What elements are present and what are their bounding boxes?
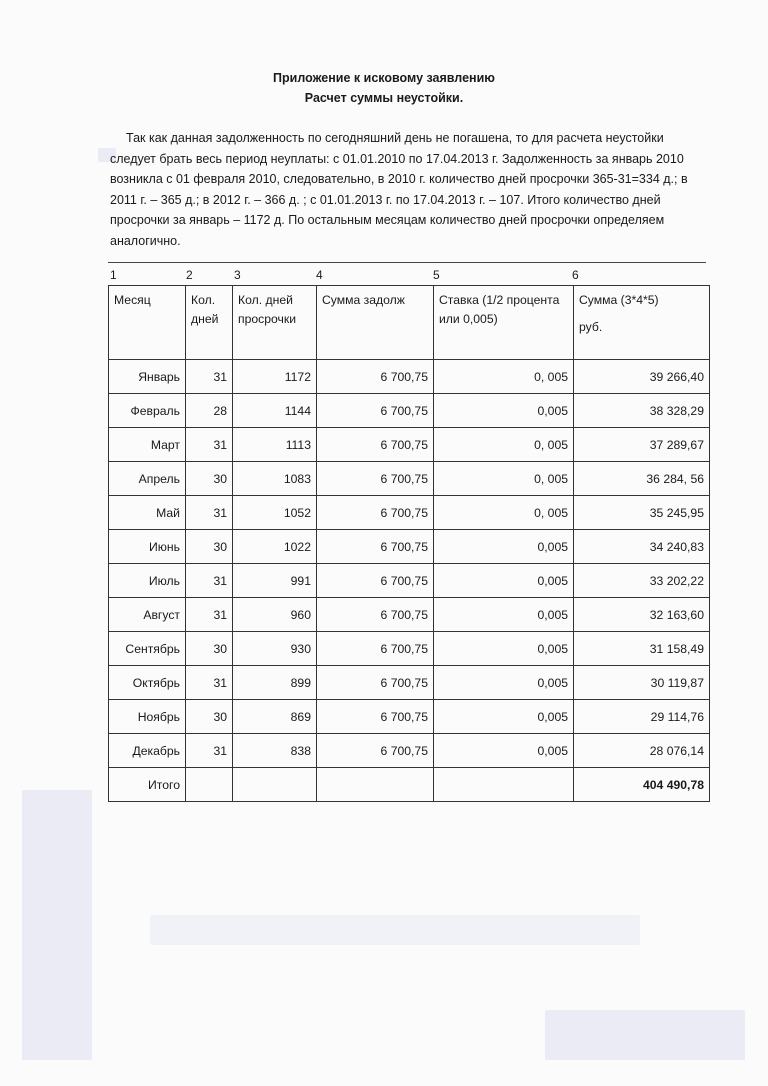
days-cell: 31 bbox=[186, 666, 233, 700]
table-row bbox=[109, 564, 710, 598]
header-sum-formula: Сумма (3*4*5) bbox=[579, 293, 659, 307]
sum-cell: 31 158,49 bbox=[574, 632, 710, 666]
total-label: Итого bbox=[109, 768, 186, 802]
table-row bbox=[109, 598, 710, 632]
sum-cell: 28 076,14 bbox=[574, 734, 710, 768]
rate-cell: 0,005 bbox=[434, 394, 574, 428]
debt-cell: 6 700,75 bbox=[317, 632, 434, 666]
month-cell: Август bbox=[109, 598, 186, 632]
rate-cell: 0,005 bbox=[434, 700, 574, 734]
table-row bbox=[109, 530, 710, 564]
table-row bbox=[109, 734, 710, 768]
total-sum: 404 490,78 bbox=[574, 768, 710, 802]
month-cell: Апрель bbox=[109, 462, 186, 496]
overdue-days-cell: 1022 bbox=[233, 530, 317, 564]
sum-cell: 35 245,95 bbox=[574, 496, 710, 530]
table-row bbox=[109, 632, 710, 666]
table-cell bbox=[233, 768, 317, 802]
explanation-text: Так как данная задолженность по сегодняшний день не погашена, то для расчета неустойки следует брать весь период неуплаты: с 01.01.2010 по 17.04.2013 г. Задолженность за январь 2010 возникла с 01 февраля 2010, следовательно, в 2010 г. количество дней просрочки 365-31=334 д.; в 2011 г. – 365 д.; в 2012 г. – 366 д. ; с 01.01.2013 г. по 17.04.2013 г. – 107. Итого количество дней просрочки за январь – 1172 д. По остальным месяцам количество дней просрочки определяем аналогично. bbox=[110, 131, 688, 248]
sum-cell: 37 289,67 bbox=[574, 428, 710, 462]
rate-cell: 0,005 bbox=[434, 666, 574, 700]
days-cell: 31 bbox=[186, 428, 233, 462]
column-number: 2 bbox=[186, 268, 193, 282]
table-header-row bbox=[109, 286, 710, 360]
days-cell: 31 bbox=[186, 598, 233, 632]
month-cell: Декабрь bbox=[109, 734, 186, 768]
rate-cell: 0,005 bbox=[434, 564, 574, 598]
table-row bbox=[109, 394, 710, 428]
header-days: Кол. дней bbox=[186, 286, 233, 360]
overdue-days-cell: 960 bbox=[233, 598, 317, 632]
table-row bbox=[109, 496, 710, 530]
month-cell: Февраль bbox=[109, 394, 186, 428]
column-number: 1 bbox=[110, 268, 117, 282]
sum-cell: 39 266,40 bbox=[574, 360, 710, 394]
overdue-days-cell: 1052 bbox=[233, 496, 317, 530]
header-rate: Ставка (1/2 процента или 0,005) bbox=[434, 286, 574, 360]
penalty-table bbox=[108, 285, 710, 802]
column-number: 3 bbox=[234, 268, 241, 282]
debt-cell: 6 700,75 bbox=[317, 496, 434, 530]
overdue-days-cell: 838 bbox=[233, 734, 317, 768]
explanation-paragraph bbox=[110, 128, 710, 251]
month-cell: Май bbox=[109, 496, 186, 530]
month-cell: Январь bbox=[109, 360, 186, 394]
days-cell: 30 bbox=[186, 632, 233, 666]
document-title: Приложение к исковому заявлению bbox=[273, 71, 495, 85]
rate-cell: 0,005 bbox=[434, 598, 574, 632]
debt-cell: 6 700,75 bbox=[317, 428, 434, 462]
overdue-days-cell: 991 bbox=[233, 564, 317, 598]
debt-cell: 6 700,75 bbox=[317, 734, 434, 768]
month-cell: Июнь bbox=[109, 530, 186, 564]
scan-smudge bbox=[545, 1010, 745, 1060]
debt-cell: 6 700,75 bbox=[317, 598, 434, 632]
days-cell: 31 bbox=[186, 360, 233, 394]
separator-line bbox=[108, 262, 706, 263]
rate-cell: 0,005 bbox=[434, 734, 574, 768]
table-row bbox=[109, 360, 710, 394]
rate-cell: 0, 005 bbox=[434, 496, 574, 530]
month-cell: Июль bbox=[109, 564, 186, 598]
rate-cell: 0, 005 bbox=[434, 428, 574, 462]
column-number: 6 bbox=[572, 268, 579, 282]
debt-cell: 6 700,75 bbox=[317, 360, 434, 394]
days-cell: 30 bbox=[186, 462, 233, 496]
column-number: 5 bbox=[433, 268, 440, 282]
scan-smudge bbox=[22, 790, 92, 1060]
month-cell: Сентябрь bbox=[109, 632, 186, 666]
table-row bbox=[109, 428, 710, 462]
overdue-days-cell: 1172 bbox=[233, 360, 317, 394]
month-cell: Октябрь bbox=[109, 666, 186, 700]
header-sum-unit: руб. bbox=[579, 320, 603, 334]
header-month: Месяц bbox=[109, 286, 186, 360]
days-cell: 31 bbox=[186, 564, 233, 598]
debt-cell: 6 700,75 bbox=[317, 394, 434, 428]
table-row bbox=[109, 666, 710, 700]
sum-cell: 32 163,60 bbox=[574, 598, 710, 632]
sum-cell: 29 114,76 bbox=[574, 700, 710, 734]
rate-cell: 0,005 bbox=[434, 530, 574, 564]
days-cell: 30 bbox=[186, 530, 233, 564]
overdue-days-cell: 930 bbox=[233, 632, 317, 666]
debt-cell: 6 700,75 bbox=[317, 666, 434, 700]
debt-cell: 6 700,75 bbox=[317, 700, 434, 734]
month-cell: Ноябрь bbox=[109, 700, 186, 734]
overdue-days-cell: 1113 bbox=[233, 428, 317, 462]
days-cell: 31 bbox=[186, 496, 233, 530]
days-cell: 30 bbox=[186, 700, 233, 734]
header-debt: Сумма задолж bbox=[317, 286, 434, 360]
debt-cell: 6 700,75 bbox=[317, 564, 434, 598]
table-row bbox=[109, 700, 710, 734]
month-cell: Март bbox=[109, 428, 186, 462]
rate-cell: 0, 005 bbox=[434, 462, 574, 496]
sum-cell: 38 328,29 bbox=[574, 394, 710, 428]
table-cell bbox=[434, 768, 574, 802]
overdue-days-cell: 1083 bbox=[233, 462, 317, 496]
header-sum bbox=[574, 286, 710, 360]
days-cell: 28 bbox=[186, 394, 233, 428]
table-cell bbox=[186, 768, 233, 802]
scan-smudge bbox=[150, 915, 640, 945]
rate-cell: 0, 005 bbox=[434, 360, 574, 394]
table-row bbox=[109, 462, 710, 496]
column-number: 4 bbox=[316, 268, 323, 282]
total-row bbox=[109, 768, 710, 802]
sum-cell: 36 284, 56 bbox=[574, 462, 710, 496]
overdue-days-cell: 1144 bbox=[233, 394, 317, 428]
overdue-days-cell: 899 bbox=[233, 666, 317, 700]
days-cell: 31 bbox=[186, 734, 233, 768]
document-subtitle: Расчет суммы неустойки. bbox=[304, 91, 464, 105]
overdue-days-cell: 869 bbox=[233, 700, 317, 734]
debt-cell: 6 700,75 bbox=[317, 462, 434, 496]
sum-cell: 34 240,83 bbox=[574, 530, 710, 564]
sum-cell: 30 119,87 bbox=[574, 666, 710, 700]
rate-cell: 0,005 bbox=[434, 632, 574, 666]
debt-cell: 6 700,75 bbox=[317, 530, 434, 564]
column-numbers bbox=[0, 268, 768, 284]
table-cell bbox=[317, 768, 434, 802]
sum-cell: 33 202,22 bbox=[574, 564, 710, 598]
header-overdue-days: Кол. дней просрочки bbox=[233, 286, 317, 360]
